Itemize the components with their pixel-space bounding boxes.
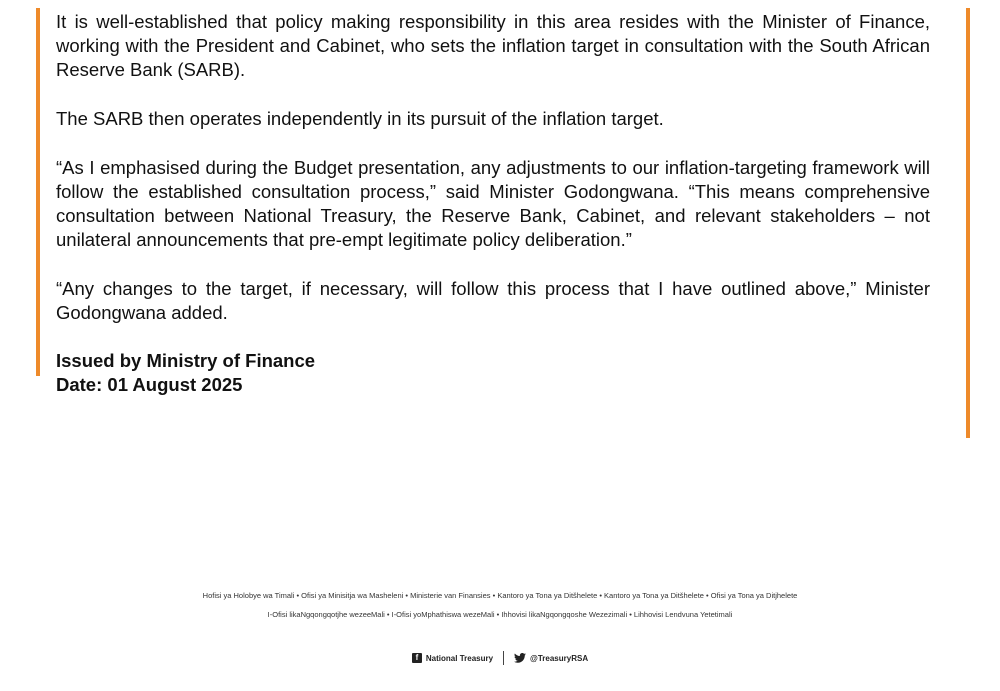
social-divider bbox=[503, 651, 504, 665]
twitter-icon bbox=[514, 653, 526, 663]
facebook-link[interactable] bbox=[412, 653, 493, 663]
facebook-label: National Treasury bbox=[425, 653, 494, 663]
footer-office-names bbox=[0, 586, 1000, 624]
facebook-icon: f bbox=[412, 653, 422, 663]
paragraph-3: “As I emphasised during the Budget presentation, any adjustments to our inflation-targeting framework will follow the established consultation process,” said Minister Godongwana. “This means comprehensive consultation between National Treasury, the Reserve Bank, Cabinet, and relevant stakeholders – not unilateral announcements that pre-empt legitimate policy deliberation.” bbox=[56, 157, 930, 250]
accent-bar-right bbox=[966, 8, 970, 438]
footer-line-2: I-Ofisi likaNgqongqotjhe wezeeMali • I-Ofisi yoMphathiswa wezeMali • Ihhovisi likaNgqongqoshe Wezezimali • Lihhovisi Lendvuna Yetetimali bbox=[267, 610, 733, 619]
paragraph-4: “Any changes to the target, if necessary, will follow this process that I have outlined above,” Minister Godongwana added. bbox=[56, 278, 930, 323]
issued-by: Issued by Ministry of Finance bbox=[56, 350, 316, 371]
statement-body bbox=[56, 10, 930, 397]
social-links bbox=[0, 651, 1000, 665]
accent-bar-left bbox=[36, 8, 40, 376]
issue-date: Date: 01 August 2025 bbox=[56, 374, 243, 395]
paragraph-2: The SARB then operates independently in its pursuit of the inflation target. bbox=[56, 108, 664, 129]
signoff bbox=[56, 349, 930, 397]
twitter-link[interactable] bbox=[514, 653, 588, 663]
paragraph-1: It is well-established that policy making responsibility in this area resides with the Minister of Finance, working with the President and Cabinet, who sets the inflation target in consultation with the South African Reserve Bank (SARB). bbox=[56, 11, 930, 80]
footer-line-1: Hofisi ya Holobye wa Timali • Ofisi ya Minisitja wa Masheleni • Ministerie van Finansies • Kantoro ya Tona ya Ditšhelete • Kantoro ya Tona ya Ditšhelete • Ofisi ya Tona ya Ditjhelete bbox=[202, 591, 798, 600]
twitter-label: @TreasuryRSA bbox=[530, 653, 589, 663]
